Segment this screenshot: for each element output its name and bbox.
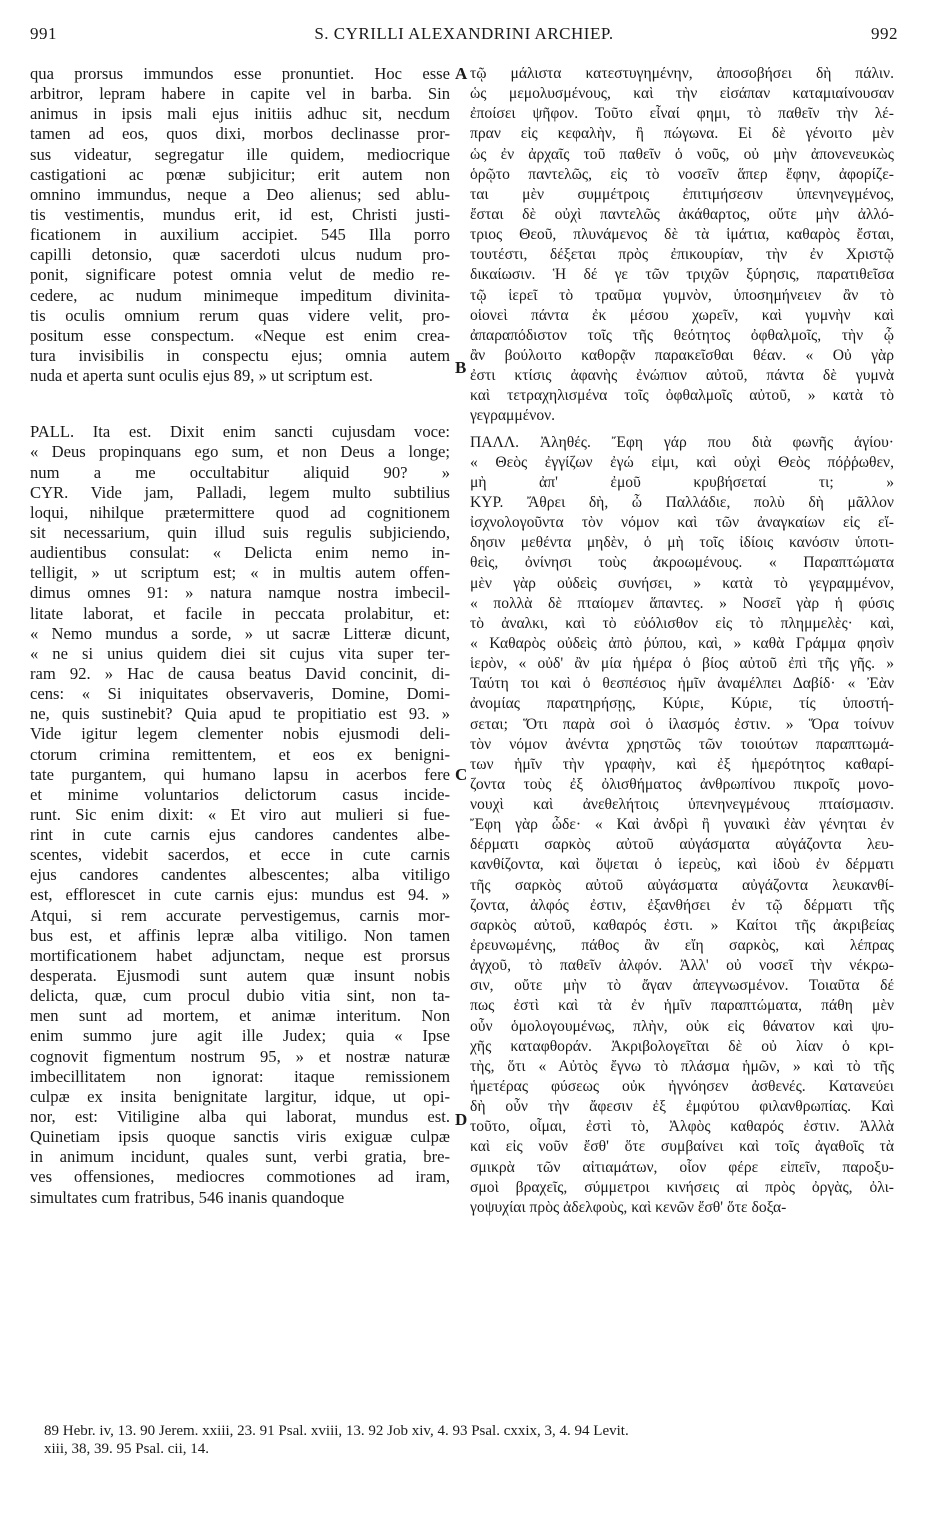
text-line: « Deus propinquans ego sum, et non Deus a longe;	[30, 442, 450, 462]
text-line: ram 92. » Hac de causa beatus David concinit, di-	[30, 663, 450, 683]
text-line: ἰσχνολογοῦντα τὸν νόμον καὶ τῶν ἀναγκαίων εἰς εἴ-	[470, 514, 894, 532]
text-line: σμοὶ βραχεῖς, σύμμετροι κινήσεις αἱ πρὸς ὀργὰς, ὀλι-	[470, 1178, 894, 1196]
text-line: nuda et aperta sunt oculis ejus 89, » ut scriptum est.	[30, 366, 373, 386]
footnote-line: xiii, 38, 39. 95 Psal. cii, 14.	[44, 1441, 209, 1457]
paragraph-gap	[30, 386, 450, 422]
text-line: ἂν βούλοιτο καθορᾷν παρακεῖσθαι θέαν. « Οὐ γὰρ	[470, 346, 894, 364]
text-line: litate laborat, et facile in peccata prolabitur, et:	[30, 603, 450, 623]
text-line: δικαίωσιν. Ἡ δέ γε τῶν τριχῶν ξύρησις, παρατιθεῖσα	[470, 266, 894, 284]
text-line: Vide igitur legem clementer nobis ejusmodi deli-	[30, 724, 450, 744]
text-line: audientibus consulat: « Delicta enim nemo in-	[30, 543, 450, 563]
text-line: Ἔφη γὰρ ὧδε· « Καὶ ἀνδρὶ ἢ γυναικὶ ἐὰν γένηται ἐν	[470, 816, 894, 834]
text-line: σαρκὸς αὐτοῦ, καθαρός ἐστι. » Καίτοι τῆς ἀκριβείας	[470, 916, 894, 934]
text-line: σμικρὰ τῶν αἰτιαμάτων, οἷον φέρε εἰπεῖν, παροξυ-	[470, 1158, 894, 1176]
text-line: ζοντα τοὺς ἐξ ὀλισθήματος ἀνθρωπίνου πικροῖς μονο-	[470, 775, 894, 793]
text-line: nor, est: Vitiligine alba qui laborat, mundus est.	[30, 1107, 450, 1127]
text-line: telligit, » ut scriptum est; « in multis autem offen-	[30, 563, 450, 583]
text-line: scentes, videbit sacerdos, et ecce in cute carnis	[30, 845, 450, 865]
text-line: ejus candores candentes albescentes; alba vitiligo	[30, 865, 450, 885]
text-line: men sunt ad mortem, et animæ interitum. Non	[30, 1006, 450, 1026]
text-line: ἀνομίας παρατηρήσῃς, Κύριε, Κύριε, τίς ὑποστή-	[470, 695, 894, 713]
text-line: « Nemo mundus a sorde, » ut sacræ Litteræ dicunt,	[30, 623, 450, 643]
text-line: τουτέστι, δέξεται πρὸς ἐπικουρίαν, τὴν ἐν Χριστῷ	[470, 246, 894, 264]
text-line: ἐστι κτίσις ἀφανὴς ἐνώπιον αὐτοῦ, πάντα δὲ γυμνὰ	[470, 367, 894, 385]
text-line: Atqui, si rem accurate pervestigemus, carnis mor-	[30, 905, 450, 925]
text-line: ΚΥΡ. Ἄθρει δὴ, ὦ Παλλάδιε, πολὺ δὴ μᾶλλον	[470, 493, 894, 511]
text-line: ὡς μεμολυσμένους, καὶ τὴν εἰσάπαν καταμιαίνουσαν	[470, 85, 894, 103]
text-line: Quinetiam ipsis quoque sanctis viris exiguæ culpæ	[30, 1127, 450, 1147]
text-line: τῷ μάλιστα κατεστυγημένην, ἀποσοβήσει δὴ πάλιν.	[470, 65, 894, 82]
text-line: ἐποίσει ψῆφον. Τοῦτο εἶναί φημι, τὸ παθεῖν τὴν λέ-	[470, 105, 894, 123]
text-line: num a me occultabitur aliquid 90? »	[30, 462, 450, 482]
text-line: sit necessarium, quin illud suis regulis subjiciendo,	[30, 522, 450, 542]
text-line: capilli detonsio, quæ sacerdoti ulcus nudum pro-	[30, 245, 450, 265]
text-line: τοῦτο, οἶμαι, ἐστὶ τὸ, Ἀλφὸς καθαρός ἐστιν. Ἀλλὰ	[470, 1118, 894, 1136]
text-line: σιν, οὔτε μὴν τὸ ἄγαν ἀπεγνωσμένον. Τοιαῦτα δέ	[470, 977, 894, 995]
text-line: τὸν νόμον ἀνέντα χρηστῶς τῶν τοιούτων παραπτωμά-	[470, 735, 894, 753]
text-line: sus videatur, segregatur ille quidem, mediocrique	[30, 144, 450, 164]
text-line: « Θεὸς ἐγγίζων ἐγώ εἰμι, καὶ οὐχὶ Θεὸς πόῤῥωθεν,	[470, 453, 894, 471]
left-page-number: 991	[30, 24, 57, 43]
text-line: ne, quis sustinebit? Quia apud te propitiatio est 93. »	[30, 704, 450, 724]
text-line: est, efflorescet in cute carnis ejus: mundus est 94. »	[30, 885, 450, 905]
text-line: et minime voluntarios delictorum casus incide-	[30, 784, 450, 804]
text-line: μὴ ἀπ' ἐμοῦ κρυβήσεταί τι; »	[470, 473, 894, 491]
text-line: ἐρευνωμένης, πάθος ἂν εἴη σαρκὸς, καὶ λέπρας	[470, 937, 894, 955]
text-line: delicta, quæ, cum procul dubio vitia sint, non ta-	[30, 986, 450, 1006]
text-line: τὴς, ὅτι « Αὐτὸς ἔγνω τὸ πλάσμα ἡμῶν, » καὶ τὸ τῆς	[470, 1057, 894, 1075]
text-line: δὴ οὖν τὴν ἄφεσιν ἐξ ἐμφύτου φιλανθρωπίας. Καὶ	[470, 1098, 894, 1116]
text-line: tamen ad eos, quos dixi, morbos declinasse pror-	[30, 124, 450, 144]
footnote-line: 89 Hebr. iv, 13. 90 Jerem. xxiii, 23. 91 Psal. xviii, 13. 92 Job xiv, 4. 93 Psal. cxxix, 3, 4. 94 Levit.	[44, 1423, 629, 1439]
text-line: ἀγχοῦ, τὸ παθεῖν ἀλφόν. Ἀλλ' οὐ νοσεῖ τὴν νέκρω-	[470, 957, 894, 975]
text-line: τῆς σαρκὸς αὐτοῦ αὐγάσματα αὐγάζοντα λευκανθί-	[470, 876, 894, 894]
right-page-number: 992	[871, 24, 898, 43]
text-line: enim summo jure agit ille Judex; quia « Ipse	[30, 1026, 450, 1046]
text-line: τὸ ἀναλκι, καὶ τὸ εὐόλισθον εἰς τὸ πλημμελὲς· καὶ,	[470, 614, 894, 632]
text-line: ἀπαραπόδιστον τοῖς τῆς θεότητος ὀφθαλμοῖς, τὴν ᾧ	[470, 326, 894, 344]
text-line: imbecillitatem non ignorat: itaque remissionem	[30, 1066, 450, 1086]
text-line: tura invisibilis in conspectu ejus; omnia autem	[30, 345, 450, 365]
text-line: ponit, significare potest omnia velut de medio re-	[30, 265, 450, 285]
greek-column	[470, 64, 894, 1218]
text-line: πως ἐστὶ καὶ τὰ ἐν ἡμῖν παραπτώματα, πάθη μὲν	[470, 997, 894, 1015]
text-line: desperata. Ejusmodi sunt autem quæ insunt nobis	[30, 966, 450, 986]
page-header	[30, 24, 898, 50]
greek-paragraph-1	[470, 64, 894, 427]
text-line: dimus omnes 91: » natura namque nostra imbecil-	[30, 583, 450, 603]
text-line: « ne si unius quidem diei sit cujus vita super ter-	[30, 643, 450, 663]
margin-marker-a: A	[455, 64, 468, 83]
text-line: animus in ipsis mali ejus initiis adhuc sit, necdum	[30, 104, 450, 124]
text-line: cedere, ac nudum minimeque impeditum divinita-	[30, 285, 450, 305]
text-line: rint in cute carnis ejus candores candentes albe-	[30, 825, 450, 845]
text-line: θεὶς, ὀνίνησι τοὺς ἀκροωμένους. « Παραπτώματα	[470, 554, 894, 572]
greek-paragraph-2	[470, 433, 894, 1218]
text-line: qua prorsus immundos esse pronuntiet. Hoc esse	[30, 64, 450, 83]
text-line: arbitror, lepram habere in capite vel in barba. Sin	[30, 84, 450, 104]
text-line: tis oculis omnium rerum quas videre velit, pro-	[30, 305, 450, 325]
text-line: κανθίζοντα, καὶ ὄψεται ὁ ἱερεὺς, καὶ ἰδοὺ ἐν δέρματι	[470, 856, 894, 874]
text-line: CYR. Vide jam, Palladi, legem multo subtilius	[30, 482, 450, 502]
margin-marker-b: B	[455, 358, 467, 377]
text-line: οἱονεὶ πάντα ἐκ μέσου χωρεῖν, καὶ γυμνὴν καὶ	[470, 306, 894, 324]
text-line: ἔσται δὲ οὐχὶ παντελῶς ἀκάθαρτος, οὔτε μὴν ἀλλό-	[470, 205, 894, 223]
text-line: castigationi ac pœnæ subjicitur; erit autem non	[30, 164, 450, 184]
text-line: σεται; Ὅτι παρὰ σοὶ ὁ ἱλασμός ἐστιν. » Ὅρα τοίνυν	[470, 715, 894, 733]
text-line: τριος Θεοῦ, πλυνάμενος δὲ τὰ ἱμάτια, καθαρὸς ἔσται,	[470, 226, 894, 244]
text-line: bus est, et affinis lepræ alba vitiligo. Non tamen	[30, 925, 450, 945]
margin-marker-d: D	[455, 1110, 468, 1129]
text-line: loqui, nihilque prætermittere quod ad cognitionem	[30, 502, 450, 522]
text-line: γεγραμμένον.	[470, 407, 556, 425]
text-line: καὶ τετραχηλισμένα τοῖς ὀφθαλμοῖς αὐτοῦ, » κατὰ τὸ	[470, 387, 894, 405]
text-line: « Καθαρὸς οὐδεὶς ἀπὸ ῥύπου, καὶ, » καθὰ Γράμμα φησὶν	[470, 634, 894, 652]
text-line: tate purgantem, qui humano lapsu in acerbos fere	[30, 764, 450, 784]
text-line: νουχὶ καὶ ἀνεθελήτοις ὑπενηνεγμένους πταίσμασιν.	[470, 796, 894, 814]
text-line: « πολλὰ δὲ πταίομεν ἅπαντες. » Νοσεῖ γὰρ ἡ φύσις	[470, 594, 894, 612]
margin-marker-c: C	[455, 765, 468, 784]
text-line: cognovit figmentum nostrum 95, » et nostræ naturæ	[30, 1046, 450, 1066]
text-line: γοψυχίαι πρὸς ἀδελφοὺς, καὶ κενῶν ἔσθ' ὅτε δοξα-	[470, 1198, 787, 1216]
text-line: mortificationem habet adjunctam, neque est prorsus	[30, 945, 450, 965]
text-line: omnino immundus, neque a Deo alienus; sed ablu-	[30, 184, 450, 204]
text-line: simultates cum fratribus, 546 inanis quandoque	[30, 1187, 345, 1207]
text-line: πραν εἰς κεφαλὴν, ἢ πώγωνα. Εἰ δὲ γένοιτο μὲν	[470, 125, 894, 143]
text-line: ἱερὸν, « οὐδ' ἂν μία ἡμέρα ὁ βίος αὐτοῦ ἐπὶ τῆς γῆς. »	[470, 655, 894, 673]
text-line: PALL. Ita est. Dixit enim sancti cujusdam voce:	[30, 422, 450, 442]
text-line: ΠΑΛΛ. Ἀληθές. Ἔφη γάρ που διὰ φωνῆς ἁγίου·	[470, 433, 894, 451]
text-line: tis vestimentis, mundus erit, id est, Christi justi-	[30, 204, 450, 224]
text-line: τῷ ἱερεῖ τὸ τραῦμα γυμνὸν, ὑποσημήνειεν ἂν τὸ	[470, 286, 894, 304]
text-line: ζοντα, ἀλφός ἐστιν, ἐξανθήσει ἐν τῷ δέρματι τῆς	[470, 896, 894, 914]
latin-paragraph-1	[30, 64, 450, 386]
latin-column	[30, 64, 450, 1208]
text-line: των ἡμῖν τὴν γραφὴν, καὶ ἐξ ἡμερότητος καθαρί-	[470, 755, 894, 773]
text-line: positum esse conspectum. «Neque est enim crea-	[30, 325, 450, 345]
text-line: ἡμετέρας φύσεως οὐκ ἠγνόησεν ἀσθενές. Κατανεύει	[470, 1078, 894, 1096]
text-line: ται μὲν συμμέτροις ἐπιτιμήσεσιν ὑπενηνεγμένος,	[470, 185, 894, 203]
text-line: runt. Sic enim dixit: « Et viro aut mulieri si fue-	[30, 804, 450, 824]
latin-paragraph-2	[30, 422, 450, 1207]
text-line: ὡς ἐν ἀρχαῖς τοῦ παθεῖν ὁ νοῦς, οὐ μὴν ἀπονενευκὼς	[470, 145, 894, 163]
text-line: ὁρῷτο παντελῶς, εἰς τὸ νοσεῖν ἅπερ ἔφην, ἀφορίζε-	[470, 165, 894, 183]
text-line: ctorum crimina remittentem, et eos ex benigni-	[30, 744, 450, 764]
text-line: χῆς καταφθοράν. Ἀκριβολογεῖται δὲ οὐ λίαν ὁ κρι-	[470, 1037, 894, 1055]
text-line: δησιν μεθέντα μηδὲν, ὁ μὴ τοῖς ἰδίοις κανόσιν ὑποτι-	[470, 534, 894, 552]
text-line: ves offensiones, mediocres commotiones ad iram,	[30, 1167, 450, 1187]
text-line: καὶ εἰς νοῦν ἔσθ' ὅτε συμβαίνει καὶ τοῖς ἀγαθοῖς τὰ	[470, 1138, 894, 1156]
text-line: οὖν ὁμολογουμένως, πλὴν, οὐκ εἰς θάνατον καὶ ψυ-	[470, 1017, 894, 1035]
footnotes	[44, 1422, 894, 1458]
text-line: δέρματι σαρκὸς αὐτοῦ αὐγάσματα αὐγάζοντα λευ-	[470, 836, 894, 854]
text-line: Ταύτη τοι καὶ ὁ θεσπέσιος ἡμῖν ἀναμέλπει Δαβίδ· « Ἐὰν	[470, 675, 894, 693]
text-line: μὲν γὰρ οὐδεὶς συνήσει, » κατὰ τὸ γεγραμμένον,	[470, 574, 894, 592]
running-title: S. CYRILLI ALEXANDRINI ARCHIEP.	[314, 24, 614, 43]
text-line: culpæ ex insita benignitate largitur, idque, ut opi-	[30, 1086, 450, 1106]
text-line: ficationem in auxilium accipiet. 545 Illa porro	[30, 225, 450, 245]
text-line: in animum incidunt, quales sunt, verbi gratia, bre-	[30, 1147, 450, 1167]
text-line: cens: « Si iniquitates observaveris, Domine, Domi-	[30, 684, 450, 704]
